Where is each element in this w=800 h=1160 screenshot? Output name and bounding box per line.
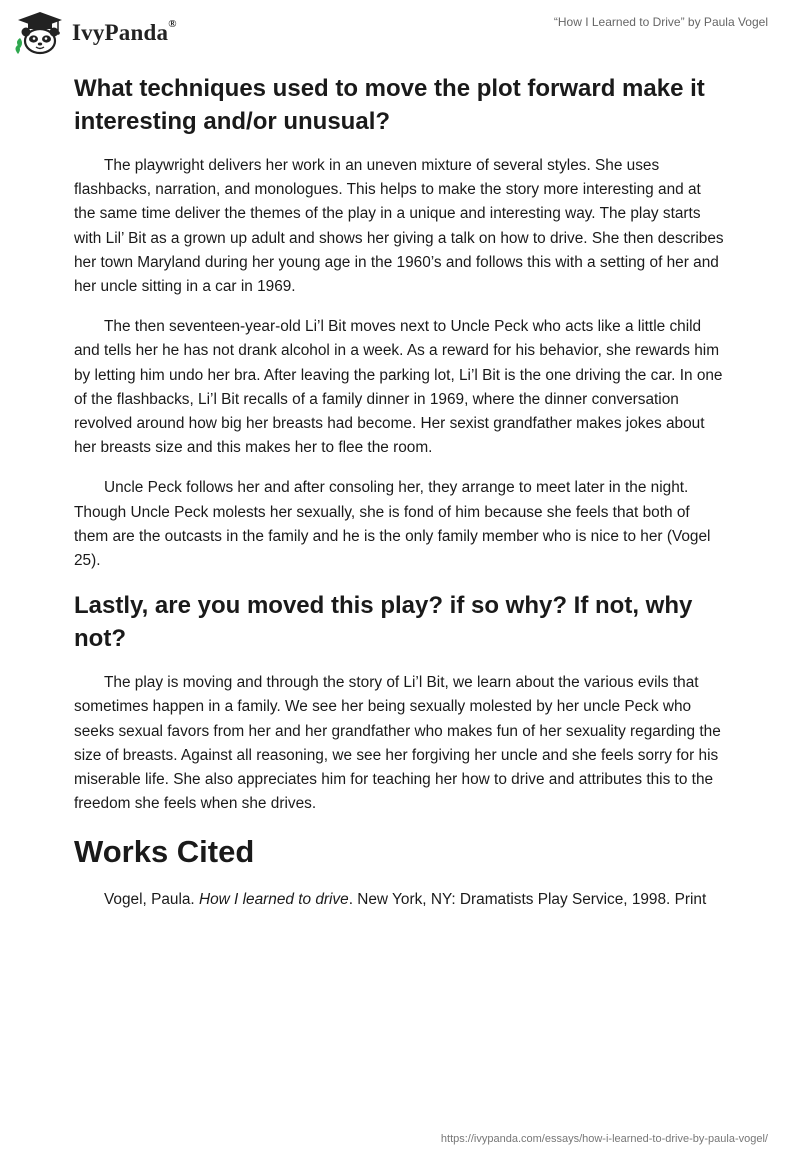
source-url[interactable]: https://ivypanda.com/essays/how-i-learned-to-drive-by-paula-vogel/	[440, 1133, 768, 1145]
works-cited-heading: Works Cited	[74, 834, 255, 870]
section-heading: Lastly, are you moved this play? if so why? If not, why not?	[74, 592, 693, 653]
registered-mark: ®	[168, 18, 177, 31]
essay-body	[74, 72, 726, 929]
section-moved-by-play	[74, 589, 726, 816]
section-plot-techniques	[74, 72, 726, 573]
paragraph: Uncle Peck follows her and after consoling her, they arrange to meet later in the night. Though Uncle Peck molests her sexually, she is fond of him because she feels that both of them are the outcasts in the family and he is the only family member who is nice to her (Vogel 25).	[74, 479, 711, 570]
paragraph: The then seventeen-year-old Li’l Bit moves next to Uncle Peck who acts like a little child and tells her he has not drank alcohol in a week. As a reward for his behavior, she rewards him by letting him undo her bra. After leaving the parking lot, Li’l Bit is the one driving the car. In one of the flashbacks, Li’l Bit recalls of a family dinner in 1969, where the dinner conversation revolved around how big her breasts had become. Her sexist grandfather makes jokes about her breasts size and this makes her to flee the room.	[74, 318, 723, 457]
citation-publisher: . New York, NY: Dramatists Play Service, 1998. Print	[348, 891, 707, 909]
ivypanda-logo[interactable]	[14, 10, 177, 56]
section-heading: What techniques used to move the plot forward make it interesting and/or unusual?	[74, 75, 705, 135]
citation-entry	[74, 888, 726, 912]
panda-graduate-icon	[14, 10, 66, 56]
citation-title: How I learned to drive	[198, 891, 349, 909]
document-title: “How I Learned to Drive” by Paula Vogel	[553, 15, 768, 29]
section-works-cited	[74, 832, 726, 912]
paragraph: The playwright delivers her work in an uneven mixture of several styles. She uses flashbacks, narration, and monologues. This helps to make the story more interesting and at the same time deliver the themes of the play in a unique and interesting way. The play starts with Lil’ Bit as a grown up adult and shows her giving a talk on how to drive. She then describes her town Maryland during her young age in the 1960’s and follows this with a setting of her and her uncle sitting in a car in 1969.	[74, 157, 724, 296]
page-header	[0, 0, 800, 70]
citation-author: Vogel, Paula.	[104, 891, 199, 909]
paragraph: The play is moving and through the story of Li’l Bit, we learn about the various evils that sometimes happen in a family. We see her being sexually molested by her uncle Peck who seeks sexual favors from her and her grandfather who makes fun of her sexuality regarding the size of breasts. Against all reasoning, we see her forgiving her uncle and she feels sorry for his miserable life. She also appreciates him for teaching her how to drive and attributes this to the freedom she feels when she drives.	[74, 674, 721, 813]
logo-wordmark: IvyPanda®	[72, 18, 177, 45]
